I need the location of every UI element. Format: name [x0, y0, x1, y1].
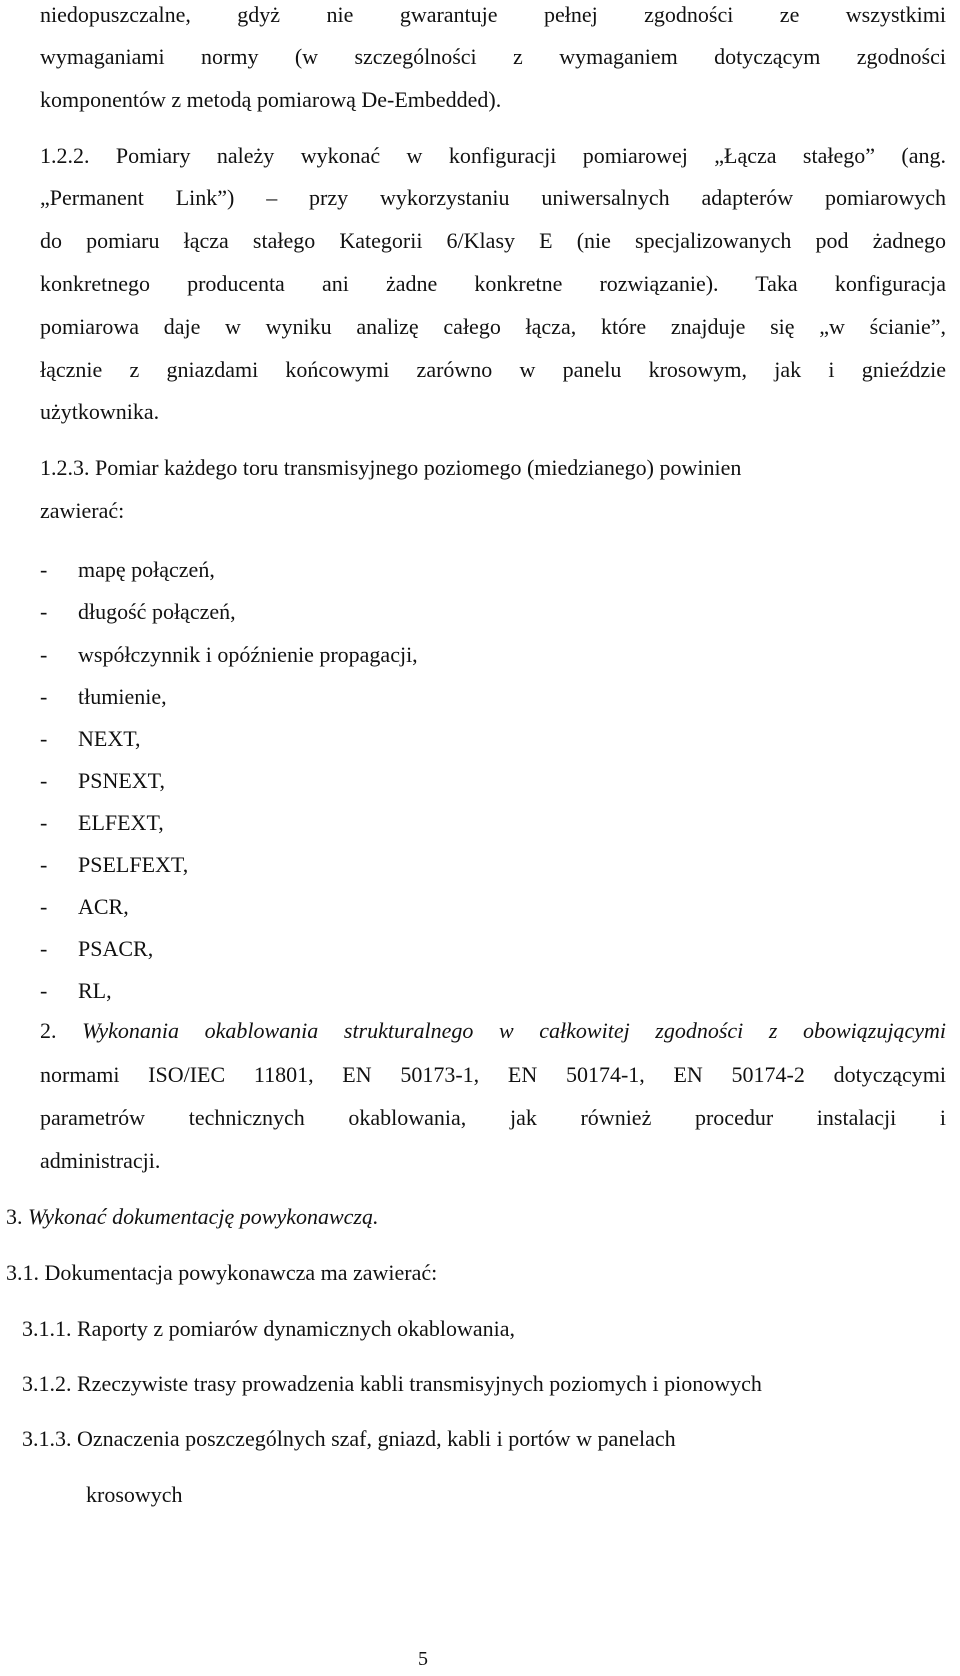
list-item-text: NEXT,: [78, 726, 141, 751]
text-line: 1.2.3. Pomiar każdego toru transmisyjnego poziomego (miedzianego) powinien: [40, 455, 742, 480]
text-line: niedopuszczalne, gdyż nie gwarantuje pełnej zgodności ze wszystkimi: [40, 2, 946, 27]
text-line: łącznie z gniazdami końcowymi zarówno w panelu krosowym, jak i gnieździe: [40, 357, 946, 382]
section-3-italic-text: Wykonać dokumentację powykonawczą.: [28, 1204, 379, 1229]
subsection-3-1-1: 3.1.1. Raporty z pomiarów dynamicznych okablowania,: [22, 1316, 516, 1341]
text-line: zawierać:: [40, 498, 125, 523]
list-dash: -: [40, 894, 48, 919]
text-line: administracji.: [40, 1148, 161, 1173]
list-item-text: PSELFEXT,: [78, 852, 189, 877]
subsection-3-1-3-continuation: krosowych: [86, 1482, 183, 1507]
text-line: komponentów z metodą pomiarową De-Embedded).: [40, 87, 502, 112]
section-3-number: 3.: [6, 1204, 23, 1229]
text-line: wymaganiami normy (w szczególności z wymaganiem dotyczącym zgodności: [40, 44, 946, 69]
text-line: normami ISO/IEC 11801, EN 50173-1, EN 50174-1, EN 50174-2 dotyczącymi: [40, 1062, 946, 1087]
section-2-italic-text: Wykonania okablowania strukturalnego w całkowitej zgodności z obowiązującymi: [82, 1018, 946, 1043]
list-item-text: ACR,: [78, 894, 129, 919]
subsection-3-1: 3.1. Dokumentacja powykonawcza ma zawierać:: [6, 1260, 438, 1285]
text-line: użytkownika.: [40, 399, 160, 424]
list-item-text: ELFEXT,: [78, 810, 164, 835]
list-dash: -: [40, 684, 48, 709]
text-line: do pomiaru łącza stałego Kategorii 6/Klasy E (nie specjalizowanych pod żadnego: [40, 228, 946, 253]
text-line: parametrów technicznych okablowania, jak również procedur instalacji i: [40, 1105, 946, 1130]
list-item-text: RL,: [78, 978, 112, 1003]
list-dash: -: [40, 726, 48, 751]
text-line: pomiarowa daje w wyniku analizę całego łącza, które znajduje się „w ścianie”,: [40, 314, 946, 339]
section-3-heading: [6, 1202, 378, 1232]
list-dash: -: [40, 936, 48, 961]
list-dash: -: [40, 599, 48, 624]
list-item-text: mapę połączeń,: [78, 557, 215, 582]
subsection-3-1-3: 3.1.3. Oznaczenia poszczególnych szaf, gniazd, kabli i portów w panelach: [22, 1426, 676, 1451]
list-item-text: tłumienie,: [78, 684, 167, 709]
list-item-text: współczynnik i opóźnienie propagacji,: [78, 642, 418, 667]
subsection-3-1-2: 3.1.2. Rzeczywiste trasy prowadzenia kabli transmisyjnych poziomych i pionowych: [22, 1371, 762, 1396]
list-item-text: długość połączeń,: [78, 599, 236, 624]
list-item-text: PSNEXT,: [78, 768, 165, 793]
list-dash: -: [40, 978, 48, 1003]
text-line: 1.2.2. Pomiary należy wykonać w konfiguracji pomiarowej „Łącza stałego” (ang.: [40, 143, 946, 168]
list-dash: -: [40, 810, 48, 835]
section-2-heading: [40, 1016, 946, 1046]
list-dash: -: [40, 768, 48, 793]
page-number: 5: [418, 1648, 428, 1670]
text-line: „Permanent Link”) – przy wykorzystaniu uniwersalnych adapterów pomiarowych: [40, 185, 946, 210]
list-dash: -: [40, 642, 48, 667]
list-dash: -: [40, 852, 48, 877]
text-line: konkretnego producenta ani żadne konkretne rozwiązanie). Taka konfiguracja: [40, 271, 946, 296]
list-dash: -: [40, 557, 48, 582]
section-2-number: 2.: [40, 1018, 57, 1043]
list-item-text: PSACR,: [78, 936, 154, 961]
